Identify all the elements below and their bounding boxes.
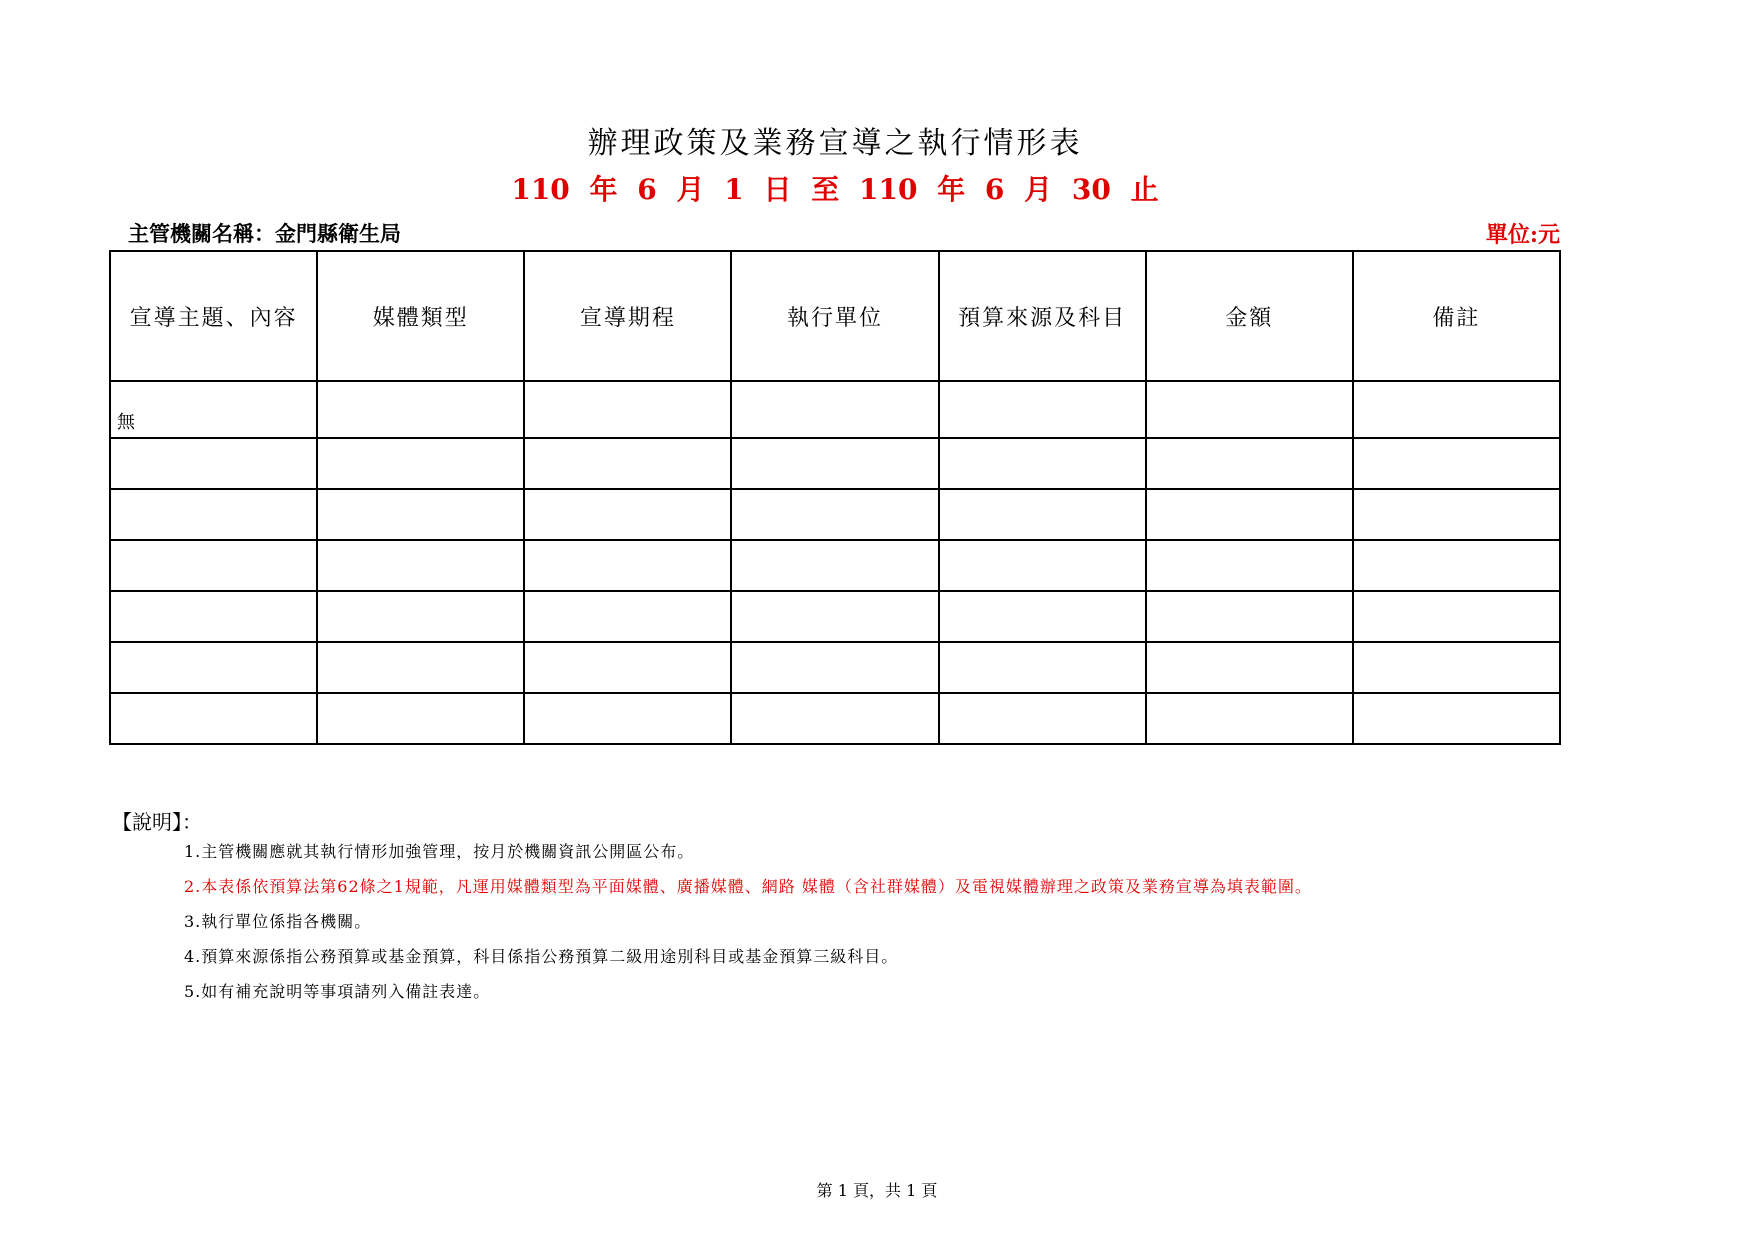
table-cell	[731, 693, 938, 744]
table-cell	[524, 438, 731, 489]
table-cell	[317, 642, 524, 693]
header-executing-unit: 執行單位	[731, 251, 938, 381]
table-cell	[110, 540, 317, 591]
table-cell	[1353, 642, 1560, 693]
table-cell	[317, 489, 524, 540]
date-range: 110 年 6 月 1 日 至 110 年 6 月 30 止	[511, 173, 1159, 206]
table-cell	[731, 381, 938, 438]
table-cell	[939, 642, 1146, 693]
table-cell	[1353, 693, 1560, 744]
table-cell	[110, 438, 317, 489]
table-cell	[110, 693, 317, 744]
table-cell	[1146, 438, 1353, 489]
table-cell	[1353, 438, 1560, 489]
table-cell	[1353, 381, 1560, 438]
agency-name: 主管機關名稱：金門縣衛生局	[128, 221, 401, 246]
table-cell	[524, 693, 731, 744]
table-cell	[731, 540, 938, 591]
table-cell	[731, 591, 938, 642]
table-cell	[524, 591, 731, 642]
table-cell	[524, 489, 731, 540]
table-cell	[317, 540, 524, 591]
currency-unit: 單位:元	[1485, 222, 1560, 248]
table-cell	[939, 381, 1146, 438]
table-cell	[939, 438, 1146, 489]
notes-heading: 【說明】：	[112, 810, 202, 834]
note-item: 3.執行單位係指各機關。	[184, 912, 372, 931]
table-cell	[1146, 693, 1353, 744]
table-cell	[317, 381, 524, 438]
table-cell	[1146, 591, 1353, 642]
table-row	[110, 540, 1560, 591]
table-row	[110, 438, 1560, 489]
table-cell	[731, 642, 938, 693]
header-media-type: 媒體類型	[317, 251, 524, 381]
table-row	[110, 642, 1560, 693]
note-item: 1.主管機關應就其執行情形加強管理，按月於機關資訊公開區公布。	[184, 842, 695, 861]
table-cell	[939, 489, 1146, 540]
topic-value: 無	[117, 411, 135, 433]
note-item: 5.如有補充說明等事項請列入備註表達。	[184, 982, 491, 1001]
header-schedule: 宣導期程	[524, 251, 731, 381]
table-cell	[1146, 381, 1353, 438]
table-row	[110, 591, 1560, 642]
table-cell	[110, 642, 317, 693]
page-title: 辦理政策及業務宣導之執行情形表	[587, 126, 1083, 161]
note-item: 4.預算來源係指公務預算或基金預算，科目係指公務預算二級用途別科目或基金預算三級科目。	[184, 947, 899, 966]
header-budget-source: 預算來源及科目	[939, 251, 1146, 381]
table-header-row	[110, 251, 1560, 381]
table-cell	[1353, 540, 1560, 591]
table-row	[110, 693, 1560, 744]
notes-list	[184, 842, 1312, 1017]
execution-table	[109, 250, 1561, 745]
header-remarks: 備註	[1353, 251, 1560, 381]
table-cell	[1353, 591, 1560, 642]
note-item: 2.本表係依預算法第62條之1規範，凡運用媒體類型為平面媒體、廣播媒體、網路 媒體（含社群媒體）及電視媒體辦理之政策及業務宣導為填表範圍。	[184, 877, 1312, 896]
table-row	[110, 489, 1560, 540]
table-cell	[110, 489, 317, 540]
table-cell	[939, 591, 1146, 642]
table-cell	[731, 438, 938, 489]
table-cell	[317, 693, 524, 744]
header-amount: 金額	[1146, 251, 1353, 381]
table-cell	[317, 438, 524, 489]
table-cell	[939, 693, 1146, 744]
table-cell	[1146, 540, 1353, 591]
table-cell	[524, 540, 731, 591]
table-cell	[1146, 642, 1353, 693]
table-cell	[1146, 489, 1353, 540]
table-cell	[939, 540, 1146, 591]
table-cell	[731, 489, 938, 540]
page-footer: 第 1 頁，共 1 頁	[816, 1181, 938, 1200]
table-cell	[1353, 489, 1560, 540]
table-row	[110, 381, 1560, 438]
table-cell	[110, 381, 317, 438]
table-cell	[110, 591, 317, 642]
table-cell	[524, 642, 731, 693]
header-topic: 宣導主題、內容	[110, 251, 317, 381]
table-cell	[524, 381, 731, 438]
table-cell	[317, 591, 524, 642]
